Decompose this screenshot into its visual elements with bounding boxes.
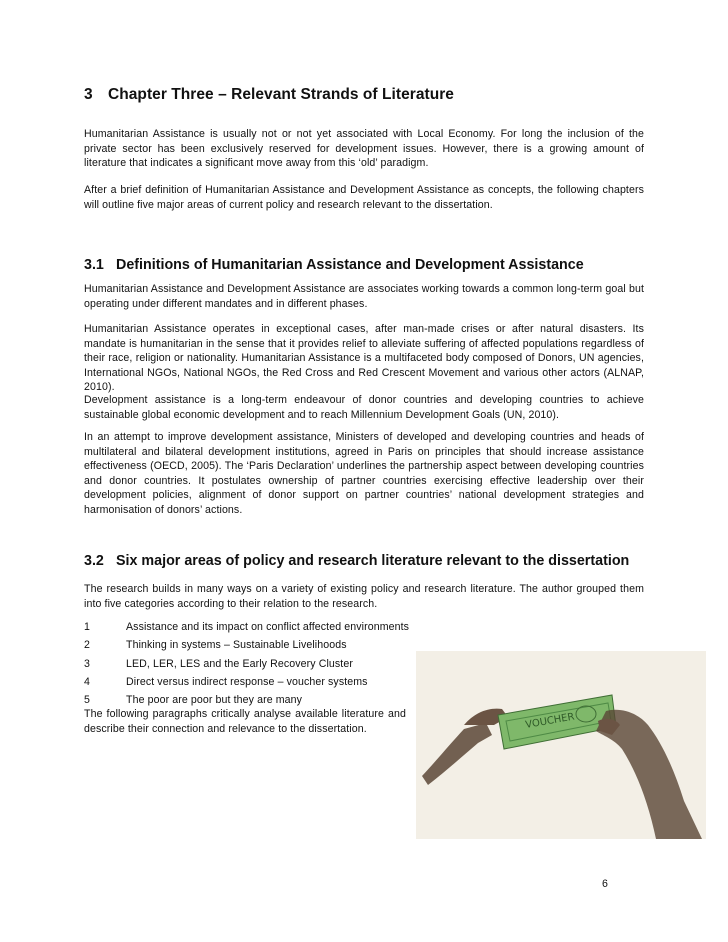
list-item [84,636,409,654]
voucher-exchange-illustration [416,651,706,839]
section-3-1-title: Definitions of Humanitarian Assistance and Development Assistance [116,257,584,273]
list-item-number: 1 [84,621,90,633]
banknote-text: VOUCHER [524,711,576,731]
closing-paragraph: The following paragraphs critically analyse available literature and describe their connection and relevance to the dissertation. [84,708,406,735]
section-3-1-paragraph-4: In an attempt to improve development assistance, Ministers of developed and developing countries and heads of multilateral and bilateral development institutions, agreed in Paris on principles that should increase assistance effectiveness (OECD, 2005). The ‘Paris Declaration’ underlines the partnership aspect between developing countries and donor countries. It postulates ownership of partner countries exercising effective leadership over their development policies, alignment of donor support on partner countries’ national development strategies and harmonisation of donors’ actions. [84,431,644,516]
section-3-1-number: 3.1 [84,257,104,273]
chapter-heading [84,86,454,104]
voucher-exchange-drawing [416,651,706,839]
chapter-title: Chapter Three – Relevant Strands of Literature [108,86,454,103]
left-hand-icon [422,723,492,785]
list-item-number: 4 [84,675,90,688]
list-item-text: Thinking in systems – Sustainable Livelihoods [126,639,347,652]
list-item [84,618,409,636]
list-item-number: 3 [84,657,90,670]
list-item [84,655,409,673]
section-3-2-paragraph: The research builds in many ways on a variety of existing policy and research literature. The author grouped them into five categories according to their relation to the research. [84,583,644,610]
list-item-text: Direct versus indirect response – voucher systems [126,675,368,688]
section-3-1-paragraph-2: Humanitarian Assistance operates in exceptional cases, after man-made crises or after natural disasters. Its mandate is humanitarian in the sense that it provides relief to alleviate suffering of affected populations regardless of their race, religion or nationality. Humanitarian Assistance is a multifaceted body composed of Donors, UN agencies, International NGOs, National NGOs, the Red Cross and Red Crescent Movement and various other actors (ALNAP, 2010). [84,323,644,394]
page-number: 6 [602,878,608,890]
list-item-number: 5 [84,694,90,707]
chapter-number: 3 [84,86,93,103]
section-3-1-paragraph-3: Development assistance is a long-term endeavour of donor countries and developing countries to achieve sustainable global economic development and to reach Millennium Development Goals (UN, 2010). [84,394,644,421]
section-3-1-heading [84,257,584,273]
list-item-text: LED, LER, LES and the Early Recovery Cluster [126,657,353,670]
list-item [84,673,409,691]
list-item-number: 2 [84,639,90,652]
section-3-1-paragraph-1: Humanitarian Assistance and Development Assistance are associates working towards a common long-term goal but operating under different mandates and in different phases. [84,283,644,310]
section-3-2-title: Six major areas of policy and research literature relevant to the dissertation [116,553,630,569]
intro-paragraph-2: After a brief definition of Humanitarian Assistance and Development Assistance as concepts, the following chapters will outline five major areas of current policy and research relevant to the dissertation. [84,184,644,211]
section-3-2-number: 3.2 [84,553,104,569]
list-item-text: The poor are poor but they are many [126,694,303,707]
intro-paragraph-1: Humanitarian Assistance is usually not or not yet associated with Local Economy. For long the inclusion of the private sector has been exclusively reserved for development issues. However, there is a growing amount of literature that indicates a significant move away from this ‘old’ paradigm. [84,128,644,170]
list-item-text: Assistance and its impact on conflict affected environments [126,621,410,633]
section-3-2-heading [84,553,629,569]
literature-areas-list [84,618,409,709]
